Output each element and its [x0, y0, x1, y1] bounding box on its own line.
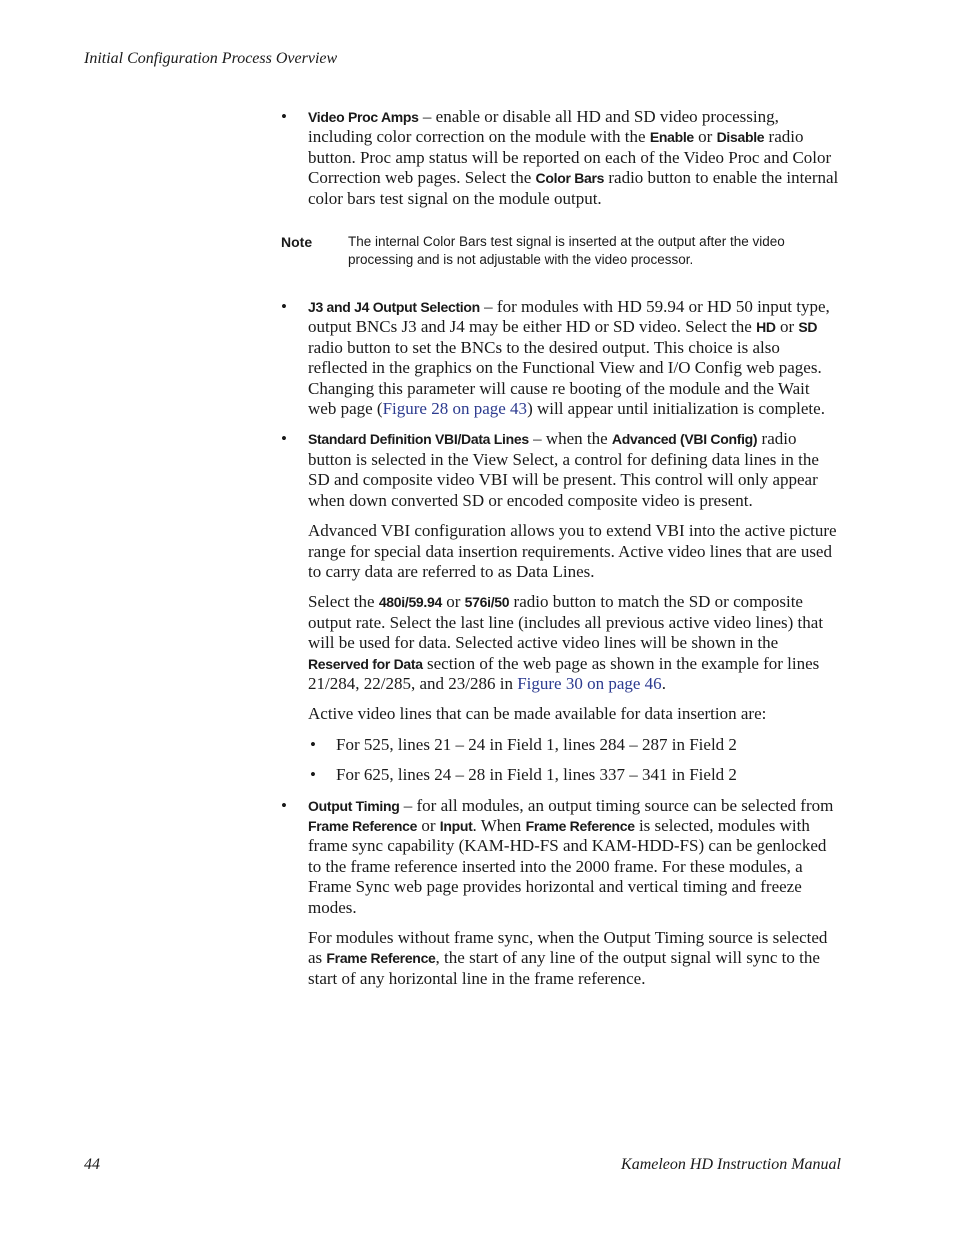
text-run: ) will appear until initialization is complete.	[527, 399, 825, 419]
sub-item-text: For 525, lines 21 – 24 in Field 1, lines 284 – 287 in Field 2	[336, 734, 737, 754]
text-run: radio button. Proc amp status will be reported on each of the Video Proc and Color Correction web pages. Select the	[308, 127, 832, 188]
note-block	[281, 233, 841, 269]
text-run: – when the	[528, 429, 612, 449]
figure-28-link[interactable]: Figure 28 on page 43	[382, 399, 528, 419]
bullet-icon: •	[310, 765, 316, 785]
sub-list-item-525	[281, 735, 841, 755]
page-body	[281, 107, 841, 999]
text-run: radio button to match the SD or composite output rate. Select the last line (includes all previous active video lines) that will be used for data. Selected active video lines will be shown in the	[308, 592, 824, 653]
text-run: radio button to enable the internal color bars test signal on the module output.	[308, 168, 839, 208]
sub-item-text: For 625, lines 24 – 28 in Field 1, lines 337 – 341 in Field 2	[336, 765, 737, 785]
term-j3-j4-output-selection: J3 and J4 Output Selection	[308, 299, 480, 316]
bullet-icon: •	[281, 107, 287, 126]
term-frame-reference: Frame Reference	[308, 817, 418, 834]
text-run: – for all modules, an output timing source can be selected from	[399, 795, 834, 815]
paragraph-advanced-vbi: Advanced VBI configuration allows you to extend VBI into the active picture range for special data insertion requirements. Active video lines that are used to carry data are referred to as Data Lines.	[308, 521, 837, 581]
running-header: Initial Configuration Process Overview	[84, 50, 338, 67]
list-item-j3-j4-output	[281, 297, 841, 419]
term-sd-vbi-data-lines: Standard Definition VBI/Data Lines	[308, 431, 529, 448]
note-label: Note	[281, 234, 313, 251]
text-run: or	[775, 317, 799, 337]
text-run: .	[661, 673, 666, 693]
term-disable: Disable	[716, 129, 765, 146]
sub-list-item-625	[281, 765, 841, 785]
term-hd: HD	[756, 319, 776, 336]
list-item-vbi-data-lines	[281, 429, 841, 511]
text-run: or	[417, 815, 440, 835]
term-input: Input	[439, 817, 473, 834]
paragraph-select-rate	[281, 592, 841, 694]
term-frame-reference: Frame Reference	[525, 817, 635, 834]
bullet-icon: •	[310, 734, 316, 754]
term-frame-reference: Frame Reference	[326, 950, 436, 967]
paragraph-active-lines: Active video lines that can be made available for data insertion are:	[308, 704, 767, 724]
text-run: Select the	[308, 592, 379, 612]
term-enable: Enable	[649, 129, 694, 146]
text-run: – enable or disable all HD and SD video processing, including color correction on the module with the	[308, 107, 779, 147]
text-run: section of the web page as shown in the example for lines 21/284, 22/285, and 23/286 in	[308, 653, 820, 693]
bullet-icon: •	[281, 297, 287, 317]
paragraph-no-frame-sync	[281, 928, 841, 989]
note-text: The internal Color Bars test signal is inserted at the output after the video processing and is not adjustable with the video processor.	[348, 234, 785, 268]
term-576i: 576i/50	[464, 594, 510, 611]
list-item-video-proc-amps	[281, 107, 841, 209]
text-run: radio button to set the BNCs to the desired output. This choice is also reflected in the graphics on the Functional View and I/O Config web pages. Changing this parameter will cause re booting of the module and the Wait web page (	[308, 337, 822, 419]
text-run: is selected, modules with frame sync capability (KAM-HD-FS and KAM-HDD-FS) can be genlocked to the frame reference inserted into the 2000 frame. For these modules, a Frame Sync web page provides horizontal and vertical timing and freeze modes.	[308, 815, 827, 917]
text-run: radio button is selected in the View Select, a control for defining data lines in the SD and composite video VBI will be present. This control will only appear when down converted SD or encoded composite video is present.	[308, 429, 819, 510]
bullet-icon: •	[281, 795, 287, 815]
term-output-timing: Output Timing	[308, 797, 400, 814]
term-color-bars: Color Bars	[535, 170, 605, 187]
text-run: . When	[472, 815, 526, 835]
term-advanced-vbi-config: Advanced (VBI Config)	[611, 431, 758, 448]
page-number: 44	[84, 1156, 100, 1173]
term-reserved-for-data: Reserved for Data	[308, 655, 423, 672]
text-run: For modules without frame sync, when the Output Timing source is selected as	[308, 928, 828, 968]
manual-title: Kameleon HD Instruction Manual	[621, 1156, 841, 1173]
text-run: or	[442, 592, 465, 612]
figure-30-link[interactable]: Figure 30 on page 46	[517, 673, 662, 693]
term-sd: SD	[798, 319, 818, 336]
bullet-icon: •	[281, 429, 287, 449]
list-item-output-timing	[281, 796, 841, 918]
term-video-proc-amps: Video Proc Amps	[308, 109, 419, 125]
text-run: – for modules with HD 59.94 or HD 50 input type, output BNCs J3 and J4 may be either HD or SD video. Select the	[308, 297, 830, 337]
text-run: , the start of any line of the output signal will sync to the start of any horizontal line in the frame reference.	[308, 948, 820, 988]
term-480i: 480i/59.94	[378, 594, 442, 611]
text-run: or	[693, 127, 717, 147]
